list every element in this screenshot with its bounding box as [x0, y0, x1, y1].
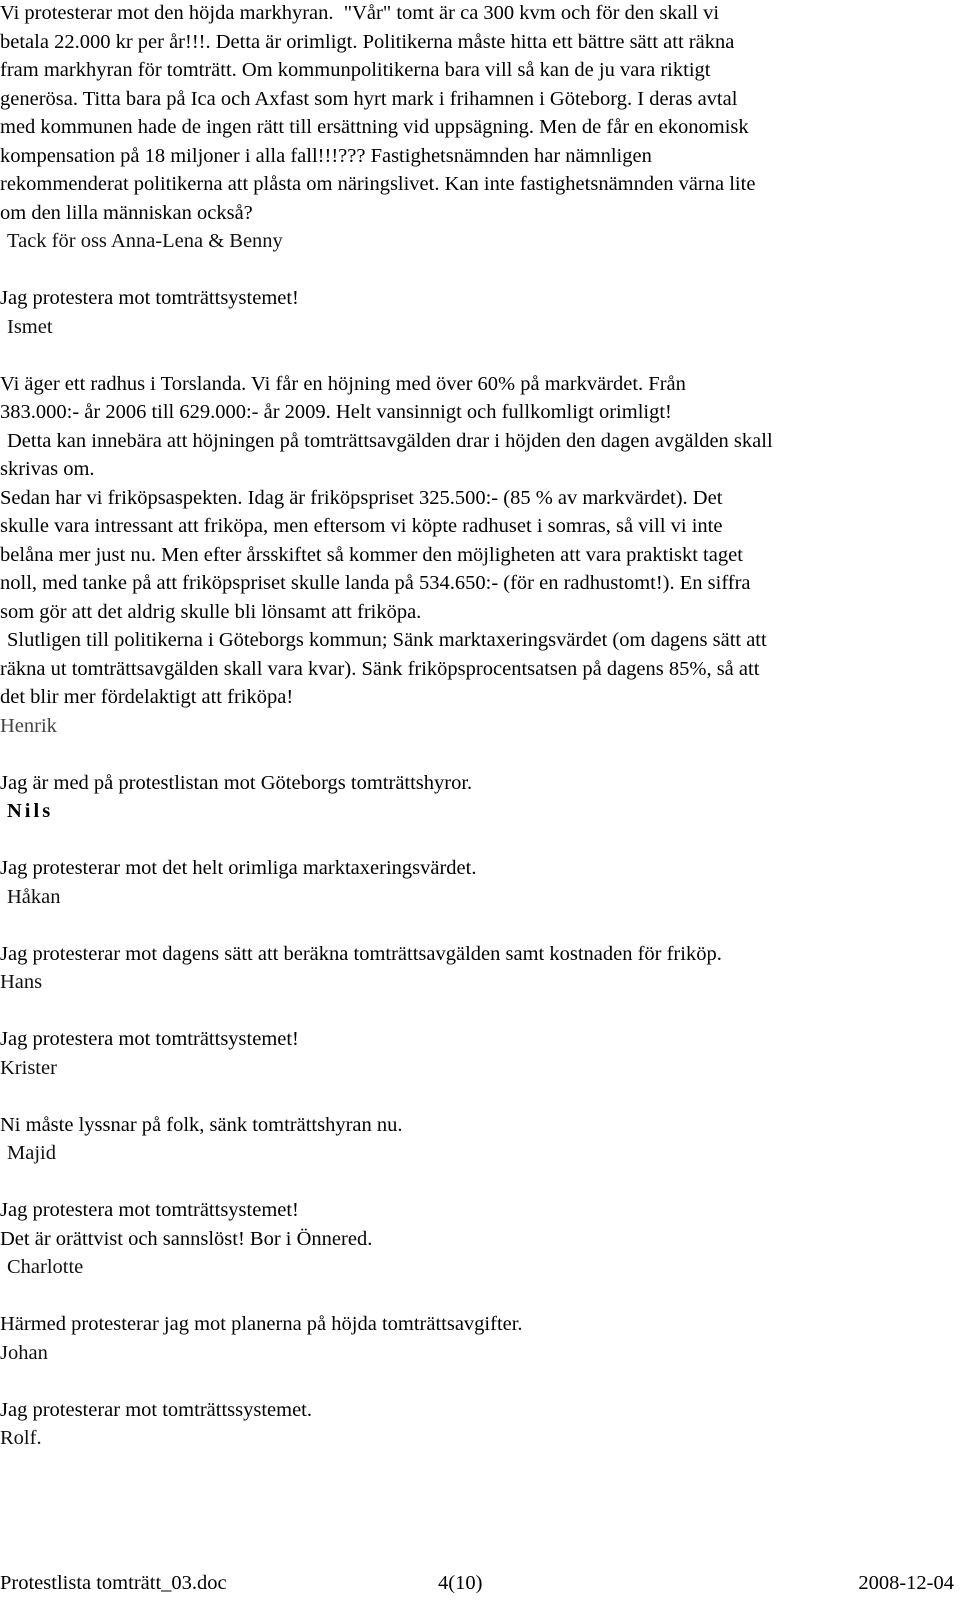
signature: Krister — [0, 1056, 57, 1079]
signature: Rolf. — [0, 1427, 42, 1449]
signature: Tack för oss Anna-Lena & Benny — [7, 230, 283, 252]
body-text-line: Vi äger ett radhus i Torslanda. Vi får en höjning med över 60% på markvärdet. Från — [0, 372, 686, 395]
body-text-line: Jag protestera mot tomträttsystemet! — [0, 1199, 299, 1221]
body-text-line: belåna mer just nu. Men efter årsskiftet så kommer den möjligheten att vara praktiskt taget — [0, 543, 743, 566]
blank-line — [0, 1367, 958, 1396]
signature: Majid — [7, 1142, 56, 1164]
body-text-line: fram markhyran för tomträtt. Om kommunpolitikerna bara vill så kan de ju vara riktigt — [0, 59, 711, 81]
body-text-line: kompensation på 18 miljoner i alla fall!!!??? Fastighetsnämnden har nämnligen — [0, 144, 652, 167]
body-text-line: Sedan har vi friköpsaspekten. Idag är friköpspriset 325.500:- (85 % av markvärdet). Det — [0, 486, 723, 509]
body-text-line: Jag protesterar mot dagens sätt att beräkna tomträttsavgälden samt kostnaden för friköp. — [0, 942, 722, 965]
blank-line — [0, 1082, 958, 1111]
signature: Charlotte — [7, 1256, 84, 1278]
body-text-line: rekommenderat politikerna att plåsta om näringslivet. Kan inte fastighetsnämnden värna lite — [0, 173, 756, 195]
body-text-line: Jag protesterar mot tomträttssystemet. — [0, 1398, 312, 1421]
blank-line — [0, 997, 958, 1026]
blank-line — [0, 826, 958, 855]
blank-line — [0, 1282, 958, 1311]
blank-line — [0, 341, 958, 370]
body-text-line: om den lilla människan också? — [0, 201, 253, 224]
footer-date: 2008-12-04 — [858, 1572, 954, 1594]
signature: Håkan — [7, 885, 61, 908]
body-text-line: Vi protesterar mot den höjda markhyran. "Vår" tomt är ca 300 kvm och för den skall vi — [0, 2, 720, 24]
body-text-line: noll, med tanke på att friköpspriset skulle landa på 534.650:- (för en radhustomt!). En siffra — [0, 572, 751, 594]
body-text-line: betala 22.000 kr per år!!!. Detta är orimligt. Politikerna måste hitta ett bättre sätt att räkna — [0, 30, 735, 53]
signature: Henrik — [0, 714, 57, 737]
signature: Hans — [0, 971, 43, 993]
body-text-line: skrivas om. — [0, 458, 95, 480]
blank-line — [0, 1168, 958, 1197]
body-text-line: med kommunen hade de ingen rätt till ersättning vid uppsägning. Men de får en ekonomisk — [0, 116, 749, 138]
body-text-line: som gör att det aldrig skulle bli lönsamt att friköpa. — [0, 600, 422, 623]
signature: Nils — [7, 800, 54, 822]
body-text-line: Ni måste lyssnar på folk, sänk tomträttshyran nu. — [0, 1113, 403, 1136]
body-text-line: det blir mer fördelaktigt att friköpa! — [0, 686, 294, 708]
body-text-line: Jag protestera mot tomträttsystemet! — [0, 287, 299, 309]
body-text-line: Detta kan innebära att höjningen på tomträttsavgälden drar i höjden den dagen avgälden skall — [7, 429, 773, 452]
body-text-line: skulle vara intressant att friköpa, men eftersom vi köpte radhuset i somras, så vill vi inte — [0, 515, 723, 537]
blank-line — [0, 256, 958, 285]
body-text-line: Härmed protesterar jag mot planerna på höjda tomträttsavgifter. — [0, 1313, 523, 1335]
body-text-line: Jag protestera mot tomträttsystemet! — [0, 1028, 299, 1050]
body-text-line: Jag är med på protestlistan mot Göteborgs tomträttshyror. — [0, 771, 473, 794]
body-text-line: 383.000:- år 2006 till 629.000:- år 2009. Helt vansinnigt och fullkomligt orimligt! — [0, 401, 672, 423]
page-footer — [0, 1569, 958, 1599]
blank-line — [0, 740, 958, 769]
blank-line — [0, 911, 958, 940]
footer-page-number: 4(10) — [438, 1572, 483, 1594]
body-text-line: Jag protesterar mot det helt orimliga marktaxeringsvärdet. — [0, 857, 477, 879]
footer-filename: Protestlista tomträtt_03.doc — [0, 1572, 227, 1594]
body-text-line: Slutligen till politikerna i Göteborgs kommun; Sänk marktaxeringsvärdet (om dagens sätt att — [7, 629, 767, 651]
body-text-line: räkna ut tomträttsavgälden skall vara kvar). Sänk friköpsprocentsatsen på dagens 85%, så att — [0, 657, 760, 680]
body-text-line: generösa. Titta bara på Ica och Axfast som hyrt mark i frihamnen i Göteborg. I deras avtal — [0, 87, 738, 110]
signature: Johan — [0, 1341, 48, 1364]
body-text-line: Det är orättvist och sannslöst! Bor i Önnered. — [0, 1227, 373, 1250]
signature: Ismet — [7, 315, 53, 338]
